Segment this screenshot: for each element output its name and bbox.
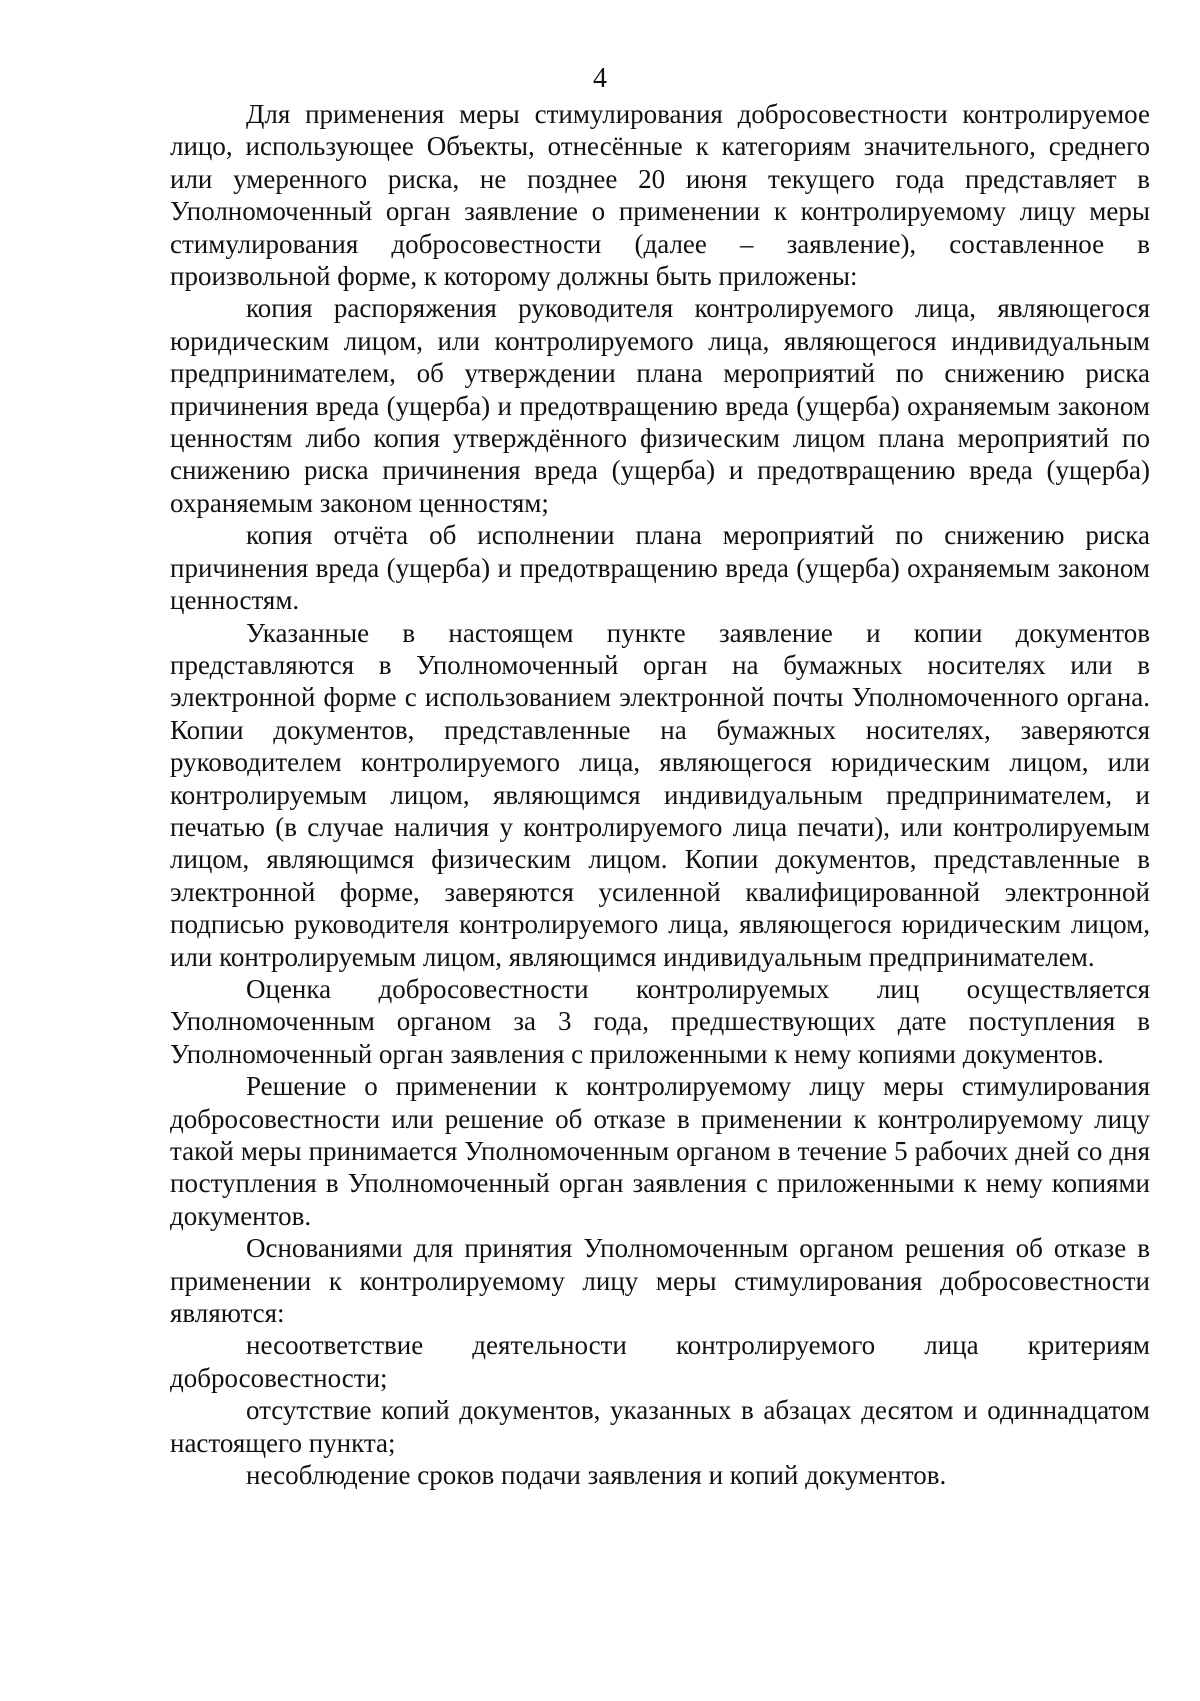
paragraph-report-copy: копия отчёта об исполнении плана мероприятий по снижению риска причинения вреда (ущерба) и предотвращению вреда (ущерба) охраняемым законом ценностям. bbox=[170, 520, 1150, 616]
paragraph-application-requirement: Для применения меры стимулирования добросовестности контролируемое лицо, использующее Объекты, отнесённые к категориям значительного, среднего или умеренного риска, не позднее 20 июня текущего года представляет в Уполномоченный орган заявление о применении к контролируемому лицу меры стимулирования добросовестности (далее – заявление), составленное в произвольной форме, к которому должны быть приложены: bbox=[170, 99, 1150, 292]
paragraph-refusal-ground-criteria: несоответствие деятельности контролируемого лица критериям добросовестности; bbox=[170, 1330, 1150, 1393]
paragraph-submission-method: Указанные в настоящем пункте заявление и копии документов представляются в Уполномоченный орган на бумажных носителях или в электронной форме с использованием электронной почты Уполномоченного органа. Копии документов, представленные на бумажных носителях, заверяются руководителем контролируемого лица, являющегося юридическим лицом, или контролируемым лицом, являющимся индивидуальным предпринимателем, и печатью (в случае наличия у контролируемого лица печати), или контролируемым лицом, являющимся физическим лицом. Копии документов, представленные в электронной форме, заверяются усиленной квалифицированной электронной подписью руководителя контролируемого лица, являющегося юридическим лицом, или контролируемым лицом, являющимся индивидуальным предпринимателем. bbox=[170, 617, 1150, 972]
paragraph-refusal-ground-deadline: несоблюдение сроков подачи заявления и копий документов. bbox=[246, 1460, 947, 1491]
paragraph-assessment-period: Оценка добросовестности контролируемых лиц осуществляется Уполномоченным органом за 3 года, предшествующих дате поступления в Уполномоченный орган заявления с приложенными к нему копиями документов. bbox=[170, 973, 1150, 1069]
paragraph-refusal-ground-missing-copies: отсутствие копий документов, указанных в абзацах десятом и одиннадцатом настоящего пункта; bbox=[170, 1395, 1150, 1458]
paragraph-order-copy: копия распоряжения руководителя контролируемого лица, являющегося юридическим лицом, или контролируемого лица, являющегося индивидуальным предпринимателем, об утверждении плана мероприятий по снижению риска причинения вреда (ущерба) и предотвращению вреда (ущерба) охраняемым законом ценностям либо копия утверждённого физическим лицом плана мероприятий по снижению риска причинения вреда (ущерба) и предотвращению вреда (ущерба) охраняемым законом ценностям; bbox=[170, 293, 1150, 518]
page-number: 4 bbox=[593, 63, 607, 94]
paragraph-decision-deadline: Решение о применении к контролируемому лицу меры стимулирования добросовестности или решение об отказе в применении к контролируемому лицу такой меры принимается Уполномоченным органом в течение 5 рабочих дней со дня поступления в Уполномоченный орган заявления с приложенными к нему копиями документов. bbox=[170, 1071, 1150, 1231]
document-body bbox=[170, 98, 1150, 1491]
paragraph-refusal-grounds-intro: Основаниями для принятия Уполномоченным органом решения об отказе в применении к контролируемому лицу меры стимулирования добросовестности являются: bbox=[170, 1233, 1150, 1329]
